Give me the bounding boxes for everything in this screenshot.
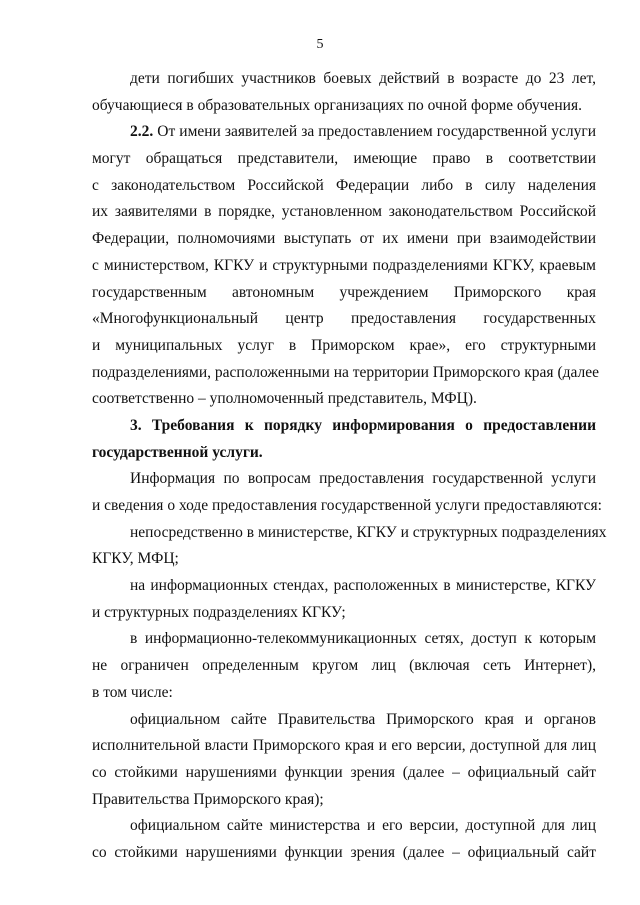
text-line [92, 199, 596, 226]
text-line [92, 520, 607, 547]
page-number: 5 [316, 37, 324, 52]
paragraph-gov-site [92, 707, 596, 814]
document-body [92, 66, 607, 867]
paragraph-directly [92, 520, 607, 573]
text-line [92, 280, 596, 307]
text-line [92, 573, 596, 600]
text-line [92, 707, 596, 734]
paragraph-section-2-2 [92, 119, 599, 413]
text-line [92, 626, 596, 653]
line-text: с законодательством Российской Федерации либо в силу наделения [92, 176, 596, 194]
text-line [92, 546, 596, 573]
line-text: официальном сайте Правительства Приморского края и органов [130, 710, 596, 728]
line-text: исполнительной власти Приморского края и его версии, доступной для лиц [92, 737, 596, 755]
text-line [92, 760, 596, 787]
line-text: в информационно-телекоммуникационных сетях, доступ к которым [130, 630, 596, 648]
line-text: соответственно – уполномоченный представитель, МФЦ). [92, 390, 477, 408]
text-line [92, 333, 596, 360]
line-text: Правительства Приморского края); [92, 790, 324, 808]
line-text: дети погибших участников боевых действий в возрасте до 23 лет, [130, 70, 596, 87]
paragraph-section-3-heading [92, 413, 596, 466]
text-line [92, 653, 596, 680]
text-line [92, 787, 596, 814]
paragraph-ministry-site [92, 813, 596, 866]
line-text: и структурных подразделениях КГКУ; [92, 603, 346, 621]
text-line [92, 733, 596, 760]
paragraph-info-intro [92, 466, 602, 519]
line-text: не ограничен определенным кругом лиц (включая сеть Интернет), [92, 657, 596, 675]
line-text: «Многофункциональный центр предоставления государственных [92, 310, 596, 328]
text-line [92, 466, 596, 493]
text-line [92, 253, 596, 280]
line-text: со стойкими нарушениями функции зрения (далее – официальный сайт [92, 763, 596, 781]
text-line [92, 146, 596, 173]
line-text: Федерации, полномочиями выступать от их имени при взаимодействии [92, 230, 596, 248]
text-line [92, 386, 596, 413]
paragraph-networks [92, 626, 596, 706]
line-text: могут обращаться представители, имеющие право в соответствии [92, 150, 596, 168]
line-text: официальном сайте министерства и его версии, доступной для лиц [130, 817, 596, 835]
text-line [92, 93, 596, 120]
paragraph-children [92, 66, 596, 119]
text-line [92, 600, 596, 627]
text-line [92, 119, 596, 146]
text-line [92, 173, 596, 200]
line-text: и сведения о ходе предоставления государственной услуги предоставляются: [92, 497, 602, 514]
section-number: 2.2. [130, 123, 154, 141]
line-text: государственным автономным учреждением Приморского края [92, 283, 596, 301]
line-text: государственной услуги. [92, 443, 263, 461]
text-line [92, 413, 596, 440]
text-line [92, 813, 596, 840]
line-text: КГКУ, МФЦ; [92, 550, 179, 568]
line-text: с министерством, КГКУ и структурными подразделениями КГКУ, краевым [92, 256, 596, 274]
text-line [92, 226, 596, 253]
text-line [92, 306, 596, 333]
paragraph-stands [92, 573, 596, 626]
line-text: на информационных стендах, расположенных в министерстве, КГКУ [130, 577, 596, 595]
line-text: подразделениями, расположенными на территории Приморского края (далее [92, 363, 599, 381]
text-line [92, 493, 602, 520]
line-text: непосредственно в министерстве, КГКУ и структурных подразделениях [130, 523, 607, 541]
text-line [92, 360, 599, 387]
text-line [92, 840, 596, 867]
line-text: в том числе: [92, 683, 173, 701]
line-text: От имени заявителей за предоставлением государственной услуги [153, 123, 596, 141]
line-text: со стойкими нарушениями функции зрения (далее – официальный сайт [92, 843, 596, 861]
text-line [92, 680, 596, 707]
line-text: и муниципальных услуг в Приморском крае», его структурными [92, 336, 596, 354]
text-line [92, 66, 596, 93]
line-text: Информация по вопросам предоставления государственной услуги [130, 470, 596, 488]
line-text: их заявителями в порядке, установленном законодательством Российской [92, 203, 596, 221]
line-text: обучающиеся в образовательных организациях по очной форме обучения. [92, 96, 582, 114]
text-line [92, 440, 596, 467]
line-text: 3. Требования к порядку информирования о предоставлении [130, 416, 596, 434]
